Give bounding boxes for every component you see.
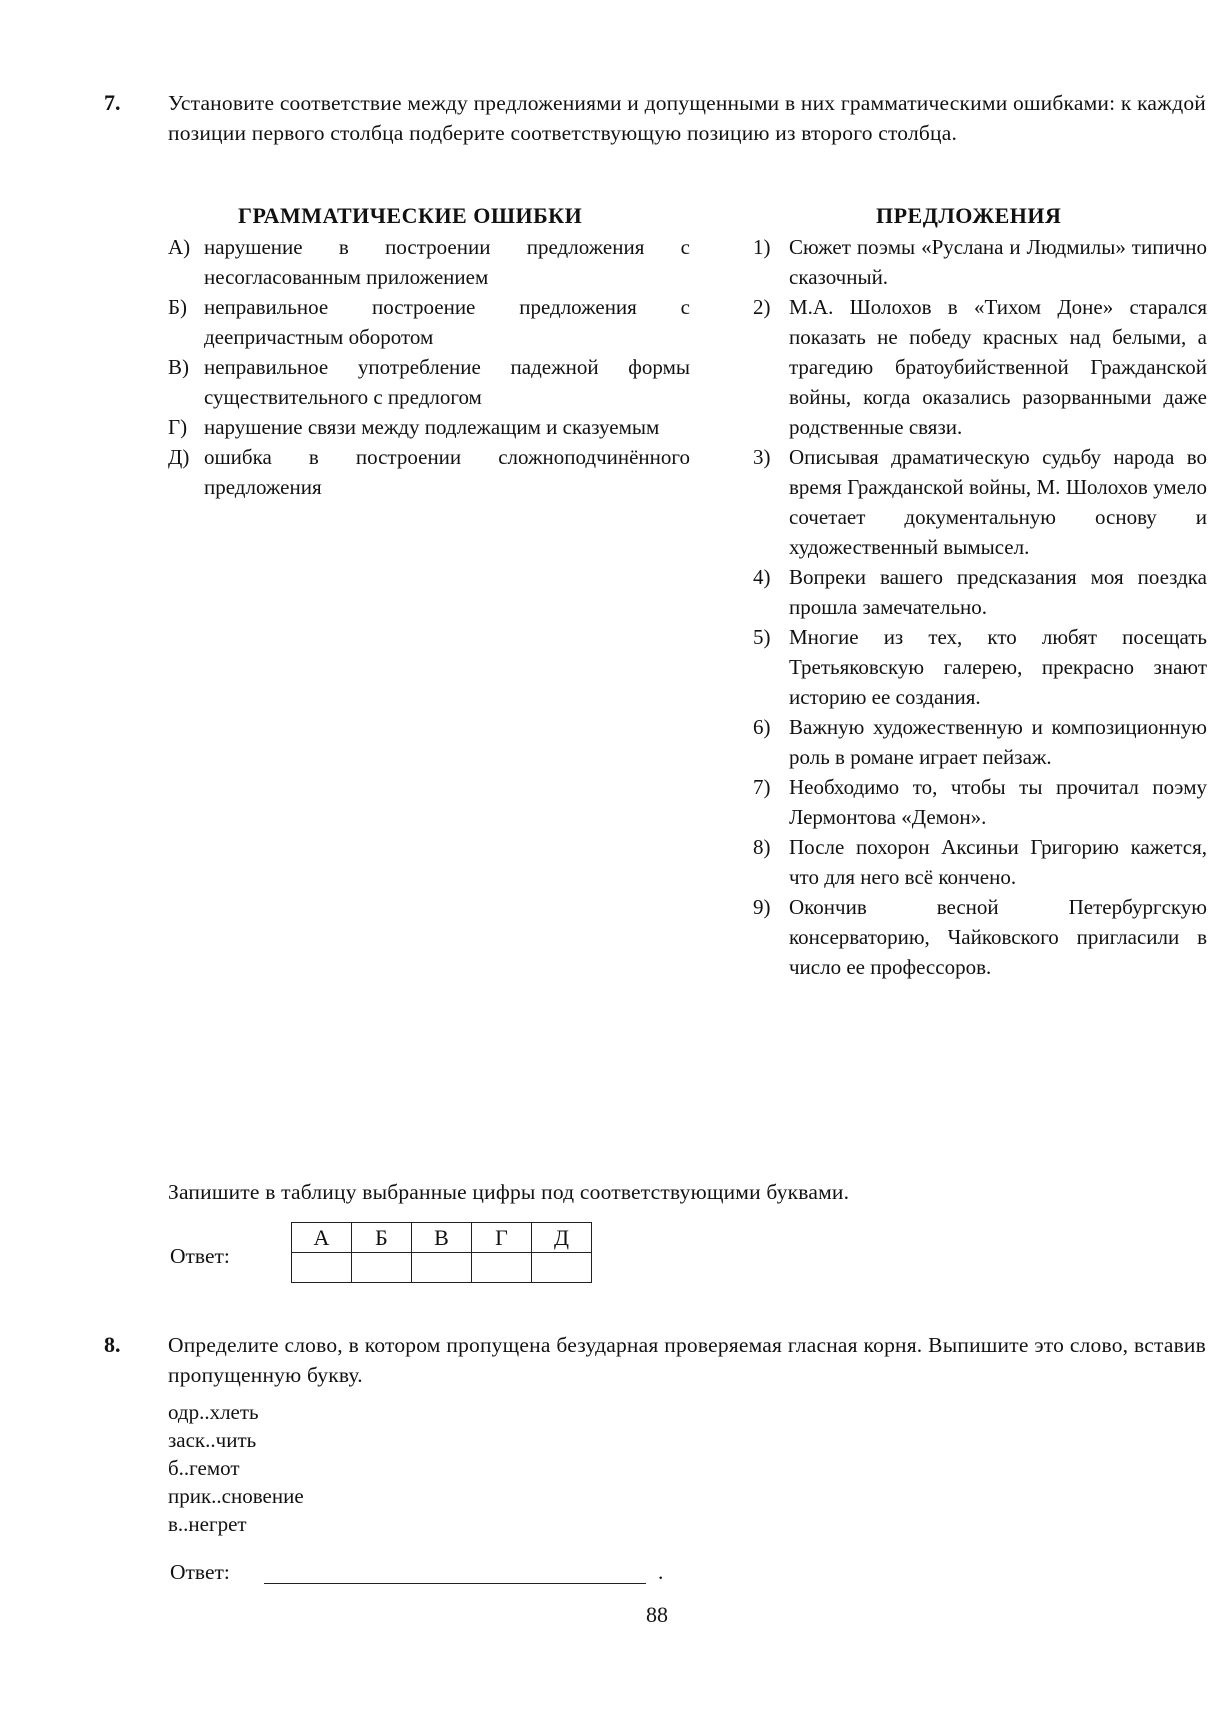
sentences-list — [753, 232, 1207, 982]
sentence-item — [753, 772, 1207, 832]
error-item-marker: Г) — [168, 415, 188, 439]
sentence-item-marker: 2) — [753, 295, 771, 319]
sentence-item-marker: 5) — [753, 625, 771, 649]
sentence-item-text: Окончив весной Петербургскую консерваторию, Чайковского пригласили в число ее профессоров. — [789, 895, 1207, 979]
error-item — [168, 232, 690, 292]
error-item — [168, 352, 690, 412]
sentence-item-text: После похорон Аксиньи Григорию кажется, что для него всё кончено. — [789, 835, 1207, 889]
sentence-item-text: Вопреки вашего предсказания моя поездка прошла замечательно. — [789, 565, 1207, 619]
error-item-marker: Д) — [168, 445, 190, 469]
sentence-item-marker: 6) — [753, 715, 771, 739]
word-option: одр..хлеть — [168, 1400, 259, 1424]
error-item-text: ошибка в построении сложноподчинённого предложения — [204, 445, 690, 499]
answer-column-header: Б — [352, 1223, 412, 1253]
error-item-text: неправильное употребление падежной формы существительного с предлогом — [204, 355, 690, 409]
sentence-item — [753, 892, 1207, 982]
answer-cell[interactable] — [472, 1253, 532, 1283]
answer-table — [291, 1222, 592, 1283]
sentence-item-marker: 9) — [753, 895, 771, 919]
answer-cell[interactable] — [292, 1253, 352, 1283]
answer-column-header: Д — [532, 1223, 592, 1253]
sentence-item-marker: 1) — [753, 235, 771, 259]
error-item-text: нарушение в построении предложения с несогласованным приложением — [204, 235, 690, 289]
error-item — [168, 442, 690, 502]
table-instruction: Запишите в таблицу выбранные цифры под соответствующими буквами. — [168, 1180, 850, 1204]
sentence-item — [753, 292, 1207, 442]
error-item — [168, 292, 690, 352]
errors-list — [168, 232, 690, 502]
sentence-item — [753, 622, 1207, 712]
error-item — [168, 412, 690, 442]
task-8-answer-field[interactable] — [264, 1583, 646, 1584]
answer-period: . — [658, 1560, 664, 1584]
word-option: заск..чить — [168, 1428, 257, 1452]
task-7-number: 7. — [104, 90, 121, 115]
sentence-item — [753, 712, 1207, 772]
sentence-item-marker: 8) — [753, 835, 771, 859]
page-number: 88 — [646, 1602, 668, 1627]
sentence-item — [753, 562, 1207, 622]
sentence-item — [753, 442, 1207, 562]
answer-cell[interactable] — [532, 1253, 592, 1283]
error-item-marker: Б) — [168, 295, 188, 319]
sentence-item-text: Многие из тех, кто любят посещать Третьяковскую галерею, прекрасно знают историю ее создания. — [789, 625, 1207, 709]
word-option: б..гемот — [168, 1456, 240, 1480]
sentences-column-heading: ПРЕДЛОЖЕНИЯ — [876, 203, 1062, 228]
sentence-item-text: Необходимо то, чтобы ты прочитал поэму Лермонтова «Демон». — [789, 775, 1207, 829]
sentence-item — [753, 232, 1207, 292]
sentence-item-text: Важную художественную и композиционную роль в романе играет пейзаж. — [789, 715, 1207, 769]
error-item-text: нарушение связи между подлежащим и сказуемым — [204, 415, 660, 439]
answer-column-header: Г — [472, 1223, 532, 1253]
error-item-text: неправильное построение предложения с деепричастным оборотом — [204, 295, 690, 349]
error-item-marker: В) — [168, 355, 189, 379]
answer-cell[interactable] — [352, 1253, 412, 1283]
sentence-item-marker: 3) — [753, 445, 771, 469]
word-option: в..негрет — [168, 1512, 247, 1536]
task-7-answer-label: Ответ: — [170, 1244, 230, 1268]
sentence-item-marker: 4) — [753, 565, 771, 589]
sentence-item-text: М.А. Шолохов в «Тихом Доне» старался показать не победу красных над белыми, а трагедию братоубийственной Гражданской войны, когда оказались разорванными даже родственные связи. — [789, 295, 1207, 439]
error-item-marker: А) — [168, 235, 191, 259]
task-8-instruction: Определите слово, в котором пропущена безударная проверяемая гласная корня. Выпишите это слово, вставив пропущенную букву. — [168, 1333, 1206, 1387]
word-list — [168, 1398, 304, 1538]
task-7-instruction: Установите соответствие между предложениями и допущенными в них грамматическими ошибками: к каждой позиции первого столбца подберите соответствующую позицию из второго столбца. — [168, 91, 1206, 145]
sentence-item-text: Описывая драматическую судьбу народа во время Гражданской войны, М. Шолохов умело сочетает документальную основу и художественный вымысел. — [789, 445, 1207, 559]
sentence-item — [753, 832, 1207, 892]
task-8-number: 8. — [104, 1332, 121, 1357]
task-8-answer-label: Ответ: — [170, 1560, 230, 1584]
answer-table-header-row — [292, 1223, 592, 1253]
errors-column-heading: ГРАММАТИЧЕСКИЕ ОШИБКИ — [238, 203, 583, 228]
answer-table-input-row — [292, 1253, 592, 1283]
answer-cell[interactable] — [412, 1253, 472, 1283]
word-option: прик..сновение — [168, 1484, 304, 1508]
answer-column-header: В — [412, 1223, 472, 1253]
answer-column-header: А — [292, 1223, 352, 1253]
sentence-item-text: Сюжет поэмы «Руслана и Людмилы» типично сказочный. — [789, 235, 1207, 289]
sentence-item-marker: 7) — [753, 775, 771, 799]
